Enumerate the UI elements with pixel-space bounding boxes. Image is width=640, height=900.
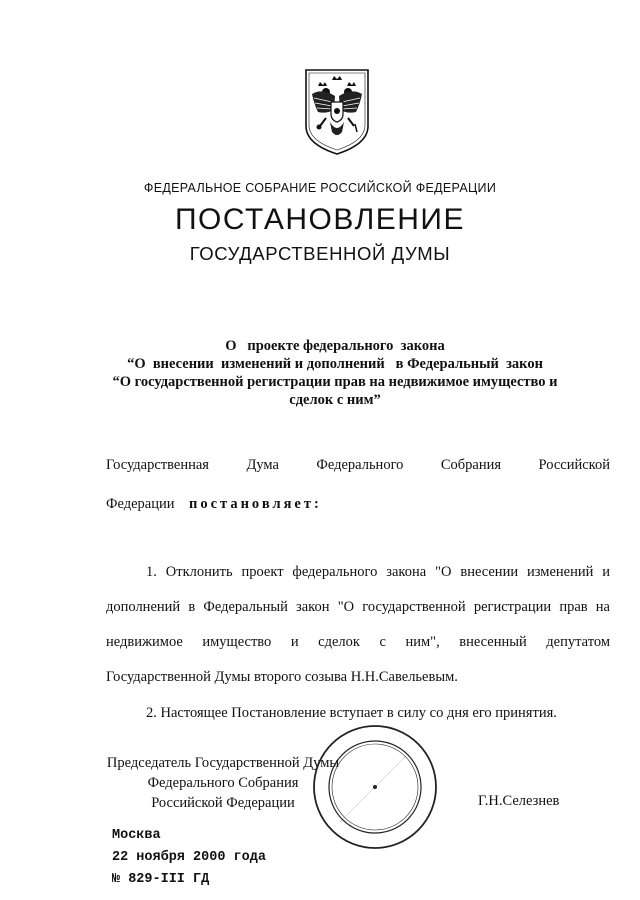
signatory-title-line: Российской Федерации <box>151 795 295 811</box>
preamble-line: Государственная Дума Федерального Собрания Российской <box>106 457 610 473</box>
signatory-title-line: Председатель Государственной Думы <box>106 755 340 771</box>
subject-line: сделок с ним” <box>289 392 381 408</box>
subject-line: “О внесении изменений и дополнений в Федеральный закон <box>127 356 543 372</box>
clause-2: 2. Настоящее Постановление вступает в силу со дня его принятия. <box>146 705 557 721</box>
signatory-title-line: Федерального Собрания <box>147 775 299 791</box>
clause-1-line: 1. Отклонить проект федерального закона "О внесении изменений и <box>146 564 610 580</box>
document-footer <box>112 825 266 891</box>
document-number: № 829-III ГД <box>112 872 210 887</box>
subject-line: О проекте федерального закона <box>225 338 445 354</box>
document-subject <box>100 337 570 409</box>
signatory-name: Г.Н.Селезнев <box>478 793 560 809</box>
organization-heading: ФЕДЕРАЛЬНОЕ СОБРАНИЕ РОССИЙСКОЙ ФЕДЕРАЦИИ <box>143 181 497 195</box>
clause-1-line: недвижимое имущество и сделок с ним", внесенный депутатом <box>106 634 610 650</box>
clause-1-line: Государственной Думы второго созыва Н.Н.Савельевым. <box>106 669 458 685</box>
subject-line: “О государственной регистрации прав на недвижимое имущество и <box>112 374 558 390</box>
issuer-heading: ГОСУДАРСТВЕННОЙ ДУМЫ <box>189 243 451 264</box>
preamble-prefix: Федерации <box>106 496 175 512</box>
place-of-signing: Москва <box>112 828 161 843</box>
document-type-title: ПОСТАНОВЛЕНИЕ <box>174 203 465 236</box>
double-headed-eagle-icon <box>302 68 372 156</box>
preamble-decree-line <box>106 496 610 513</box>
signing-date: 22 ноября 2000 года <box>112 850 266 865</box>
clause-1-line: дополнений в Федеральный закон "О государственной регистрации прав на <box>106 599 610 615</box>
round-stamp <box>310 722 440 852</box>
decree-word: постановляет: <box>188 496 322 512</box>
emblem <box>302 68 372 156</box>
